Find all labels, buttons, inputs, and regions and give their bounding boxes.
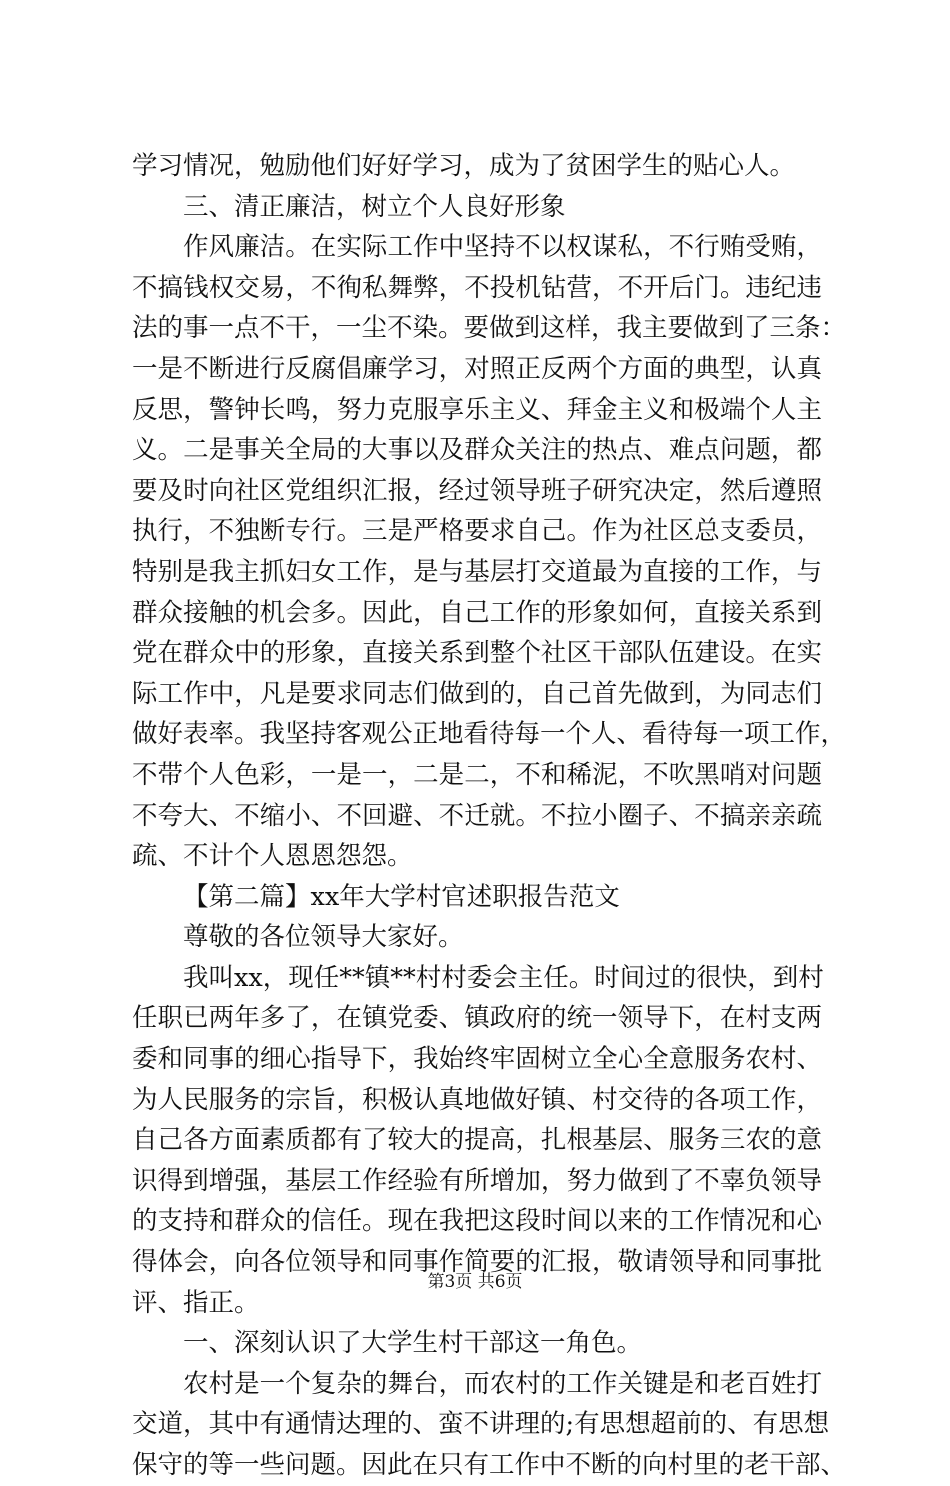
text-line: 自己各方面素质都有了较大的提高，扎根基层、服务三农的意 xyxy=(132,1125,822,1156)
text-line: 反思，警钟长鸣，努力克服享乐主义、拜金主义和极端个人主 xyxy=(132,394,822,425)
text-line: 的支持和群众的信任。现在我把这段时间以来的工作情况和心 xyxy=(132,1206,822,1237)
text-line: 做好表率。我坚持客观公正地看待每一个人、看待每一项工作， xyxy=(132,719,847,750)
text-line: 评、指正。 xyxy=(132,1287,260,1318)
text-line: 执行，不独断专行。三是严格要求自己。作为社区总支委员， xyxy=(132,516,822,547)
text-line: 学习情况，勉励他们好好学习，成为了贫困学生的贴心人。 xyxy=(132,151,796,181)
text-line: 特别是我主抓妇女工作，是与基层打交道最为直接的工作，与 xyxy=(132,556,822,587)
text-line: 尊敬的各位领导大家好。 xyxy=(183,922,464,953)
paragraph xyxy=(132,958,822,1323)
paragraph xyxy=(132,877,822,918)
text-line: 际工作中，凡是要求同志们做到的，自己首先做到，为同志们 xyxy=(132,678,822,709)
text-line: 党在群众中的形象，直接关系到整个社区干部队伍建设。在实 xyxy=(132,638,822,669)
paragraph xyxy=(132,146,822,187)
text-line: 我叫xx，现任**镇**村村委会主任。时间过的很快，到村 xyxy=(183,962,824,993)
text-line: 疏、不计个人恩恩怨怨。 xyxy=(132,841,413,872)
text-line: 农村是一个复杂的舞台，而农村的工作关键是和老百姓打 xyxy=(183,1368,822,1399)
text-line: 义。二是事关全局的大事以及群众关注的热点、难点问题，都 xyxy=(132,435,822,466)
text-line: 三、清正廉洁，树立个人良好形象 xyxy=(183,191,566,222)
paragraph xyxy=(132,187,822,228)
text-line: 一、深刻认识了大学生村干部这一角色。 xyxy=(183,1328,643,1359)
text-line: 为人民服务的宗旨，积极认真地做好镇、村交待的各项工作， xyxy=(132,1084,822,1115)
text-line: 一是不断进行反腐倡廉学习，对照正反两个方面的典型，认真 xyxy=(132,353,822,384)
text-line: 法的事一点不干，一尘不染。要做到这样，我主要做到了三条： xyxy=(132,313,847,344)
paragraph xyxy=(132,917,822,958)
text-line: 不搞钱权交易，不徇私舞弊，不投机钻营，不开后门。违纪违 xyxy=(132,272,822,303)
text-line: 得体会，向各位领导和同事作简要的汇报，敬请领导和同事批 xyxy=(132,1247,822,1278)
text-line: 识得到增强，基层工作经验有所增加，努力做到了不辜负领导 xyxy=(132,1165,822,1196)
text-line: 【第二篇】xx年大学村官述职报告范文 xyxy=(183,881,620,912)
paragraph xyxy=(132,1364,847,1486)
text-line: 交道，其中有通情达理的、蛮不讲理的;有思想超前的、有思想 xyxy=(132,1409,830,1440)
text-line: 委和同事的细心指导下，我始终牢固树立全心全意服务农村、 xyxy=(132,1044,822,1075)
text-line: 保守的等一些问题。因此在只有工作中不断的向村里的老干部、 xyxy=(132,1450,847,1480)
text-line: 作风廉洁。在实际工作中坚持不以权谋私，不行贿受贿， xyxy=(183,232,822,263)
text-line: 要及时向社区党组织汇报，经过领导班子研究决定，然后遵照 xyxy=(132,475,822,506)
paragraph xyxy=(132,227,847,877)
text-line: 不夸大、不缩小、不回避、不迁就。不拉小圈子、不搞亲亲疏 xyxy=(132,800,822,831)
text-line: 群众接触的机会多。因此，自己工作的形象如何，直接关系到 xyxy=(132,597,822,628)
page-footer: 第3页 共6页 xyxy=(427,1272,523,1292)
text-line: 不带个人色彩，一是一，二是二，不和稀泥，不吹黑哨对问题 xyxy=(132,759,822,790)
text-line: 任职已两年多了，在镇党委、镇政府的统一领导下，在村支两 xyxy=(132,1003,822,1034)
